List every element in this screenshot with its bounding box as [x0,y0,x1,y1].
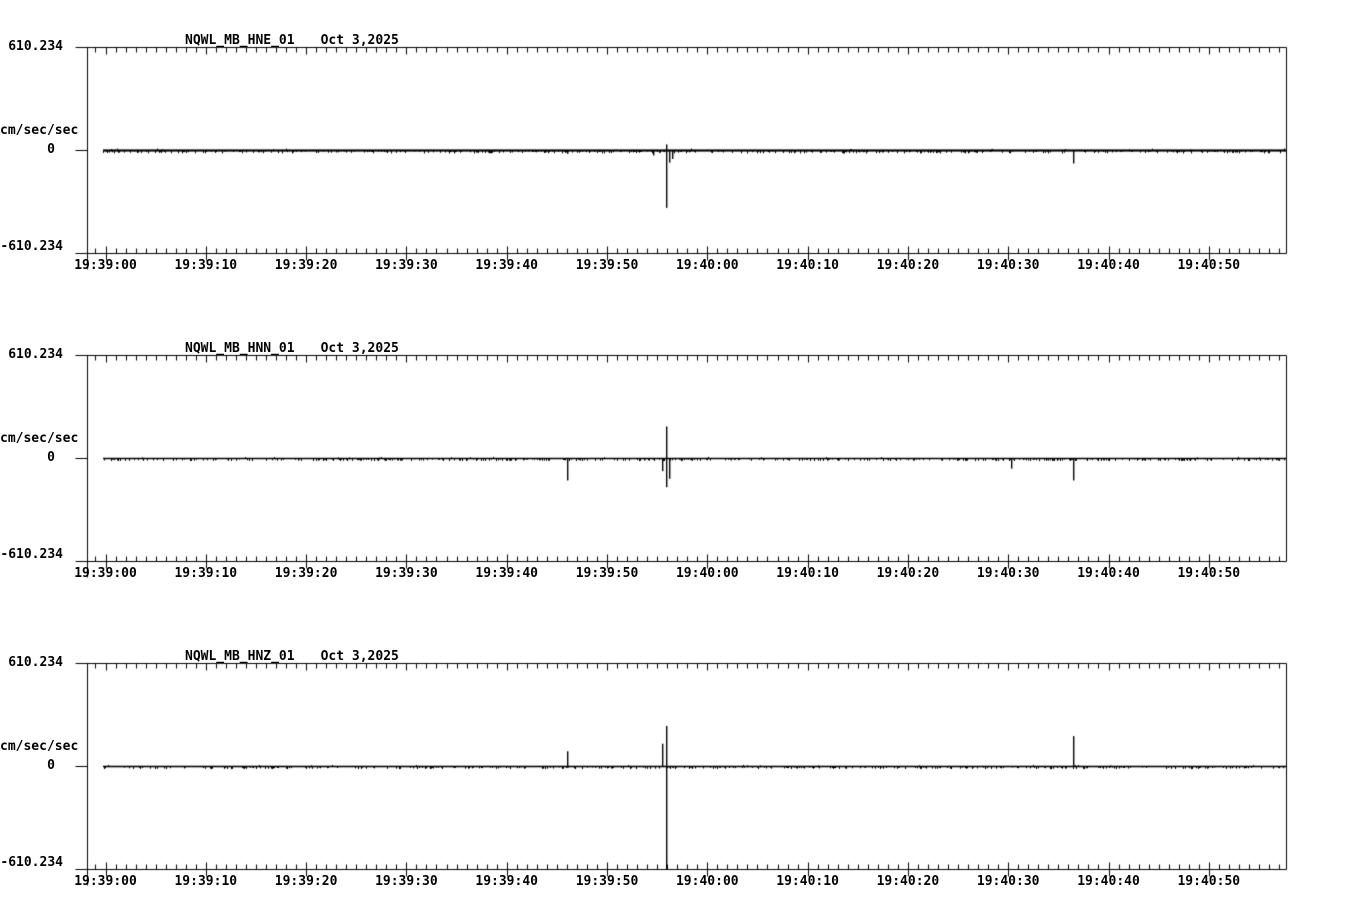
time-tick-label: 19:40:00 [675,566,739,581]
time-tick-label: 19:40:30 [976,258,1040,273]
y-max-label: 610.234 [8,347,63,362]
y-max-label: 610.234 [8,655,63,670]
panel-title [185,33,399,48]
time-tick-label: 19:40:30 [976,566,1040,581]
time-tick-label: 19:39:40 [475,258,538,273]
y-units-label: cm/sec/sec [0,431,79,446]
time-tick-label: 19:39:50 [575,566,639,581]
y-min-label: -610.234 [0,547,63,562]
time-axis-labels [0,566,1358,581]
channel-name: NQWL_MB_HNE_01 [185,33,295,48]
time-tick-label: 19:39:10 [174,258,238,273]
time-tick-label: 19:40:40 [1077,874,1140,889]
channel-name: NQWL_MB_HNZ_01 [185,649,295,664]
channel-name: NQWL_MB_HNN_01 [185,341,295,356]
y-units-label: cm/sec/sec [0,123,79,138]
time-tick-label: 19:39:20 [274,874,338,889]
time-tick-label: 19:40:10 [776,874,839,889]
time-tick-label: 19:40:20 [876,874,940,889]
y-min-label: -610.234 [0,239,63,254]
date-label: Oct 3,2025 [320,33,399,48]
time-tick-label: 19:39:10 [174,566,238,581]
panel-title [185,341,399,356]
y-zero-label: 0 [47,450,55,465]
date-label: Oct 3,2025 [320,649,399,664]
time-tick-label: 19:40:40 [1077,566,1140,581]
time-tick-label: 19:40:40 [1077,258,1140,273]
time-tick-label: 19:40:10 [776,258,839,273]
time-tick-label: 19:40:00 [675,258,739,273]
time-axis-labels [0,258,1358,273]
time-tick-label: 19:39:20 [274,258,338,273]
time-tick-label: 19:40:30 [976,874,1040,889]
time-tick-label: 19:39:20 [274,566,338,581]
time-tick-label: 19:40:50 [1177,258,1241,273]
time-tick-label: 19:39:00 [74,566,137,581]
time-tick-label: 19:40:00 [675,874,739,889]
y-min-label: -610.234 [0,855,63,870]
time-tick-label: 19:39:30 [375,566,438,581]
time-tick-label: 19:39:40 [475,874,538,889]
time-axis-labels [0,874,1358,889]
time-tick-label: 19:39:40 [475,566,538,581]
y-max-label: 610.234 [8,39,63,54]
y-zero-label: 0 [47,142,55,157]
date-label: Oct 3,2025 [320,341,399,356]
time-tick-label: 19:39:50 [575,258,639,273]
time-tick-label: 19:39:00 [74,258,137,273]
time-tick-label: 19:39:30 [375,874,438,889]
y-zero-label: 0 [47,758,55,773]
panel-title [185,649,399,664]
time-tick-label: 19:40:10 [776,566,839,581]
time-tick-label: 19:40:50 [1177,566,1241,581]
time-tick-label: 19:40:20 [876,258,940,273]
time-tick-label: 19:39:10 [174,874,238,889]
time-tick-label: 19:39:00 [74,874,137,889]
time-tick-label: 19:40:50 [1177,874,1241,889]
time-tick-label: 19:40:20 [876,566,940,581]
y-units-label: cm/sec/sec [0,739,79,754]
time-tick-label: 19:39:30 [375,258,438,273]
time-tick-label: 19:39:50 [575,874,639,889]
